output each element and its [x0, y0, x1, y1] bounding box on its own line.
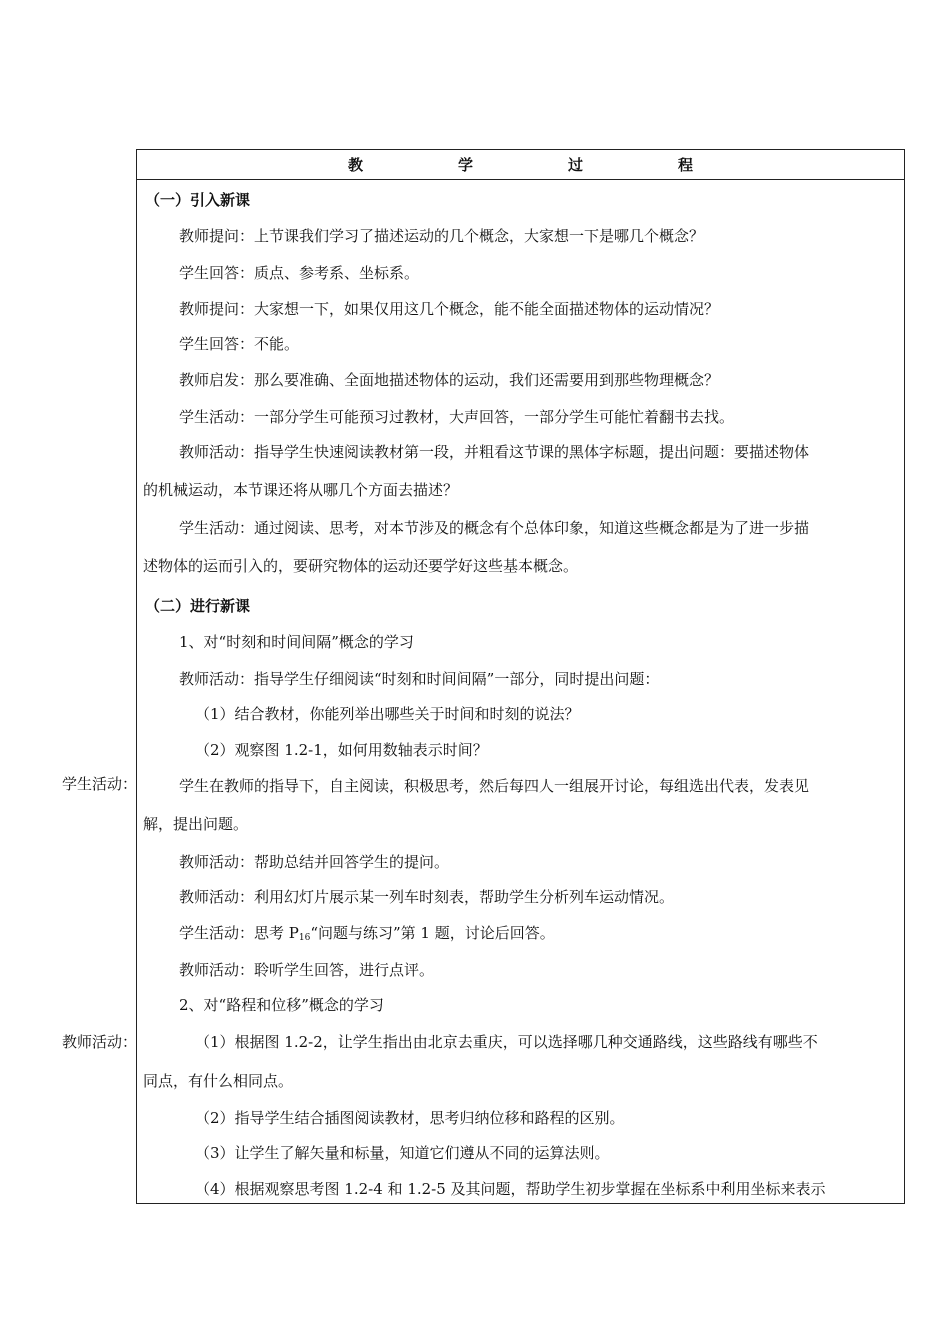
side-label-student: 学生活动：: [62, 775, 138, 793]
text-line: 同点，有什么相同点。: [143, 1072, 294, 1090]
text-line: （1）根据图 1.2-2，让学生指出由北京去重庆，可以选择哪几种交通路线，这些路线有哪些不: [195, 1033, 818, 1051]
lesson-table: [136, 149, 905, 1204]
text-line-suffix: “问题与练习”第 1 题，讨论后回答。: [310, 924, 555, 942]
text-line: 解，提出问题。: [143, 815, 249, 833]
text-line: 教师提问：上节课我们学习了描述运动的几个概念，大家想一下是哪几个概念？: [179, 227, 705, 245]
text-line: （2）指导学生结合插图阅读教材，思考归纳位移和路程的区别。: [195, 1109, 625, 1127]
text-line: 述物体的运而引入的，要研究物体的运动还要学好这些基本概念。: [143, 557, 579, 575]
table-title: 教 学 过 程: [137, 150, 904, 180]
text-line: 教师活动：指导学生仔细阅读“时刻和时间间隔”一部分，同时提出问题：: [179, 670, 660, 688]
section-heading-new: （二）进行新课: [145, 597, 251, 615]
side-label-teacher: 教师活动：: [62, 1033, 138, 1051]
text-line: 教师提问：大家想一下，如果仅用这几个概念，能不能全面描述物体的运动情况？: [179, 300, 720, 318]
text-line: 学生活动：通过阅读、思考，对本节涉及的概念有个总体印象，知道这些概念都是为了进一步描: [179, 519, 810, 537]
subscript: 16: [298, 933, 311, 943]
text-line: 学生回答：质点、参考系、坐标系。: [179, 264, 420, 282]
text-line: 教师活动：利用幻灯片展示某一列车时刻表，帮助学生分析列车运动情况。: [179, 888, 675, 906]
section-heading-intro: （一）引入新课: [145, 191, 251, 209]
text-line: （3）让学生了解矢量和标量，知道它们遵从不同的运算法则。: [195, 1144, 610, 1162]
text-line: （4）根据观察思考图 1.2-4 和 1.2-5 及其问题，帮助学生初步掌握在坐标系中利用坐标来表示: [195, 1180, 826, 1198]
text-line: 教师活动：帮助总结并回答学生的提问。: [179, 853, 450, 871]
text-line: （1）结合教材，你能列举出哪些关于时间和时刻的说法？: [195, 705, 580, 723]
text-line-prefix: 学生活动：思考 P: [179, 924, 299, 942]
text-line: 教师活动：聆听学生回答，进行点评。: [179, 961, 435, 979]
text-line: 教师启发：那么要准确、全面地描述物体的运动，我们还需要用到那些物理概念？: [179, 371, 720, 389]
text-line: 学生在教师的指导下，自主阅读，积极思考，然后每四人一组展开讨论，每组选出代表，发表见: [179, 777, 810, 795]
text-line: 学生回答：不能。: [179, 335, 300, 353]
text-line: 1、对“时刻和时间间隔”概念的学习: [179, 633, 414, 651]
text-line: （2）观察图 1.2-1，如何用数轴表示时间？: [195, 741, 488, 759]
text-line: 教师活动：指导学生快速阅读教材第一段，并粗看这节课的黑体字标题，提出问题：要描述物体: [179, 443, 810, 461]
text-line: 的机械运动，本节课还将从哪几个方面去描述？: [143, 481, 459, 499]
text-line: 2、对“路程和位移”概念的学习: [179, 996, 384, 1014]
text-line: [179, 923, 939, 948]
text-line: 学生活动：一部分学生可能预习过教材，大声回答，一部分学生可能忙着翻书去找。: [179, 408, 735, 426]
